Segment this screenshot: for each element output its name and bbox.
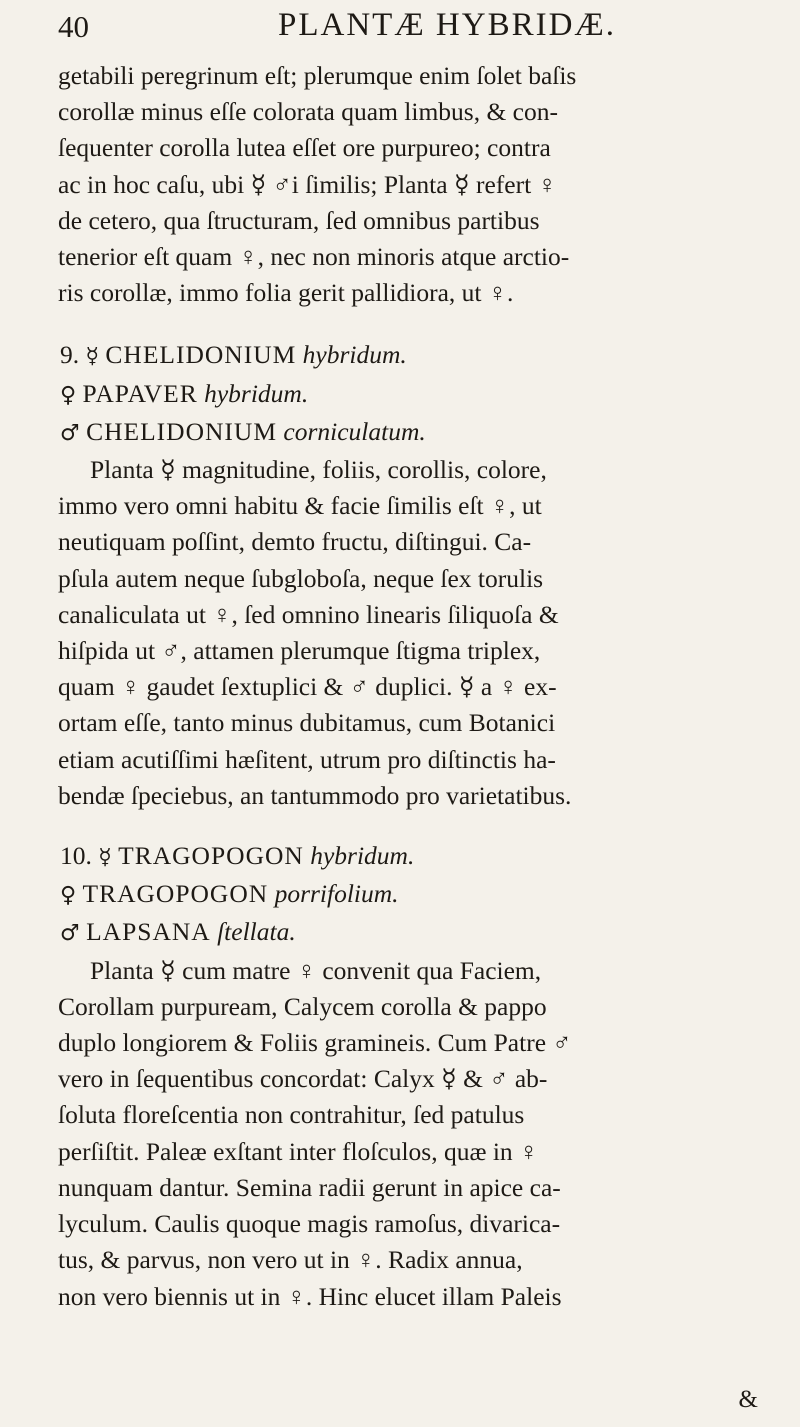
text-line: ris corollæ, immo folia gerit pallidiora, ut ♀. bbox=[58, 278, 514, 308]
text-line: Planta ☿ cum matre ♀ convenit qua Faciem, bbox=[90, 955, 542, 985]
species-entry-9 bbox=[58, 337, 770, 452]
text-line: immo vero omni habitu & facie ſimilis eſt ♀, ut bbox=[58, 491, 542, 521]
text-line: hiſpida ut ♂, attamen plerumque ſtigma triplex, bbox=[58, 636, 541, 666]
genus-name: CHELIDONIUM bbox=[86, 416, 278, 446]
genus-name: LAPSANA bbox=[86, 917, 211, 947]
female-symbol: ♀ bbox=[60, 382, 77, 408]
text-line: non vero biennis ut in ♀. Hinc elucet illam Paleis bbox=[58, 1281, 562, 1311]
genus-name: PAPAVER bbox=[82, 378, 198, 408]
catchword: & bbox=[738, 1386, 758, 1413]
text-line: tenerior eſt quam ♀, nec non minoris atque arctio- bbox=[58, 242, 570, 272]
text-line: Corollam purpuream, Calycem corolla & pappo bbox=[58, 991, 547, 1021]
genus-name: CHELIDONIUM bbox=[105, 340, 297, 370]
text-line: vero in ſequentibus concordat: Calyx ☿ & ♂ ab- bbox=[58, 1064, 548, 1094]
father-line bbox=[58, 914, 770, 952]
text-line: ſequenter corolla lutea eſſet ore purpureo; contra bbox=[58, 133, 551, 163]
page-header bbox=[58, 3, 760, 55]
paragraph-3 bbox=[58, 953, 770, 1315]
species-epithet: hybridum. bbox=[204, 378, 309, 408]
text-line: de cetero, qua ſtructuram, ſed omnibus partibus bbox=[58, 205, 540, 235]
running-title: PLANTÆ HYBRIDÆ. bbox=[278, 7, 617, 43]
genus-name: TRAGOPOGON bbox=[118, 841, 304, 871]
text-line: pſula autem neque ſubgloboſa, neque ſex torulis bbox=[58, 563, 544, 593]
text-line: ortam eſſe, tanto minus dubitamus, cum Botanici bbox=[58, 708, 556, 738]
text-line: getabili peregrinum eſt; plerumque enim ſolet baſis bbox=[58, 61, 577, 90]
paragraph-2 bbox=[58, 452, 770, 814]
text-line: ſoluta floreſcentia non contrahitur, ſed patulus bbox=[58, 1100, 525, 1130]
father-line bbox=[58, 414, 770, 452]
text-line: lyculum. Caulis quoque magis ramoſus, divarica- bbox=[58, 1209, 561, 1239]
female-symbol: ♀ bbox=[60, 883, 77, 909]
text-line: bendæ ſpeciebus, an tantummodo pro varietatibus. bbox=[58, 780, 572, 810]
hybrid-line bbox=[58, 337, 770, 375]
text-line: Planta ☿ magnitudine, foliis, corollis, colore, bbox=[90, 455, 547, 485]
genus-name: TRAGOPOGON bbox=[82, 879, 269, 909]
hermaphrodite-symbol: ☿ bbox=[85, 344, 100, 370]
male-symbol: ♂ bbox=[60, 420, 80, 446]
species-epithet: ſtellata. bbox=[217, 917, 296, 947]
mother-line bbox=[58, 376, 770, 414]
text-line: perſiſtit. Paleæ exſtant inter floſculos, quæ in ♀ bbox=[58, 1136, 539, 1166]
body-text bbox=[58, 58, 770, 1315]
text-line: tus, & parvus, non vero ut in ♀. Radix annua, bbox=[58, 1245, 523, 1275]
species-epithet: corniculatum. bbox=[283, 416, 426, 446]
text-line: nunquam dantur. Semina radii gerunt in apice ca- bbox=[58, 1172, 561, 1202]
species-epithet: hybridum. bbox=[310, 841, 415, 871]
text-line: neutiquam poſſint, demto fructu, diſtingui. Ca- bbox=[58, 527, 532, 557]
entry-number: 10. bbox=[60, 841, 92, 871]
text-line: corollæ minus eſſe colorata quam limbus, & con- bbox=[58, 97, 558, 127]
paragraph-1 bbox=[58, 58, 770, 311]
text-line: quam ♀ gaudet ſextuplici & ♂ duplici. ☿ a ♀ ex- bbox=[58, 672, 557, 702]
text-line: canaliculata ut ♀, ſed omnino linearis ſiliquoſa & bbox=[58, 599, 559, 629]
text-line: duplo longiorem & Foliis gramineis. Cum Patre ♂ bbox=[58, 1028, 572, 1058]
hermaphrodite-symbol: ☿ bbox=[98, 845, 112, 871]
page-number: 40 bbox=[58, 9, 89, 44]
species-epithet: hybridum. bbox=[302, 340, 407, 370]
entry-number: 9. bbox=[60, 340, 80, 370]
text-line: ac in hoc caſu, ubi ☿ ♂i ſimilis; Planta ☿ refert ♀ bbox=[58, 169, 557, 199]
text-line: etiam acutiſſimi hæſitent, utrum pro diſtinctis ha- bbox=[58, 744, 556, 774]
hybrid-line bbox=[58, 838, 770, 876]
species-epithet: porrifolium. bbox=[274, 879, 399, 909]
species-entry-10 bbox=[58, 838, 770, 953]
mother-line bbox=[58, 876, 770, 914]
male-symbol: ♂ bbox=[60, 921, 80, 947]
